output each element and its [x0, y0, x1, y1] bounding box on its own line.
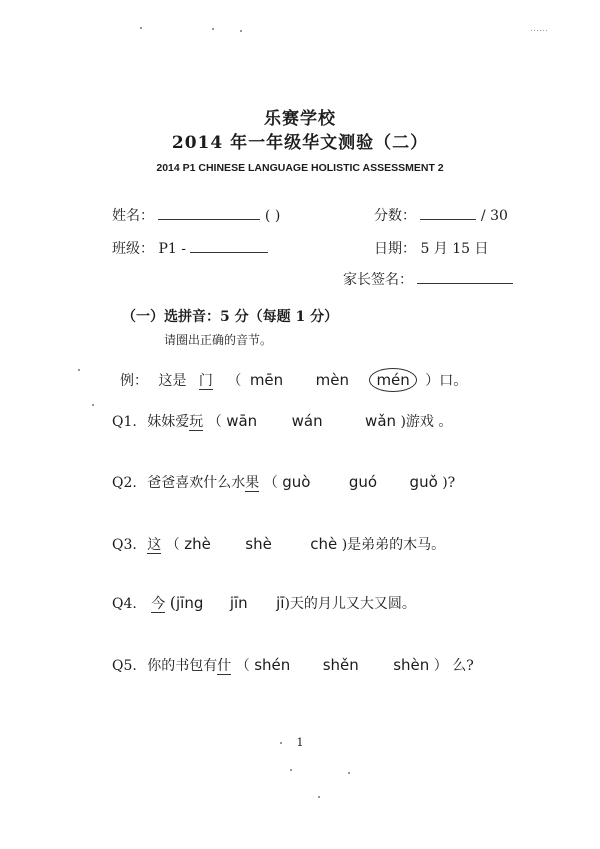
- example-char: 门: [198, 373, 213, 389]
- question-close: )游戏 。: [400, 414, 453, 430]
- parent-signature-label: 家长签名：: [343, 272, 413, 288]
- example-close: ）口。: [425, 373, 468, 389]
- score-label: 分数：: [374, 208, 416, 224]
- pinyin-option[interactable]: jīn: [229, 594, 248, 612]
- question-row: [112, 411, 452, 431]
- example-option-circled: mén: [369, 368, 416, 392]
- question-text: 爸爸喜欢什么水: [147, 475, 246, 491]
- pinyin-option[interactable]: shè: [245, 535, 272, 553]
- question-target-char: 果: [245, 475, 260, 491]
- top-right-mark: ……: [530, 24, 548, 34]
- question-open: (: [169, 593, 176, 612]
- pinyin-option[interactable]: chè: [310, 535, 338, 553]
- scan-speck: [348, 772, 350, 774]
- section-title: （一）选拼音：5 分（每题 1 分）: [122, 309, 339, 325]
- scan-speck: [92, 404, 94, 406]
- pinyin-option[interactable]: shèn: [393, 656, 430, 674]
- date-field: [374, 238, 489, 258]
- class-value: P1 -: [158, 241, 186, 257]
- question-target-char: 玩: [189, 414, 204, 430]
- register-number-paren: ( ): [264, 208, 281, 224]
- scan-speck: [212, 28, 214, 30]
- question-open: （: [207, 414, 222, 430]
- question-label: Q1.: [112, 414, 137, 430]
- example-option: mèn: [315, 371, 349, 389]
- scan-speck: [240, 30, 242, 32]
- example-open: （: [227, 373, 242, 389]
- example-row: [120, 368, 467, 392]
- example-prefix: 例：: [120, 373, 148, 389]
- question-close: )?: [442, 475, 456, 491]
- class-field: [112, 238, 268, 258]
- pinyin-option[interactable]: shěn: [322, 656, 359, 674]
- question-row: [112, 472, 455, 492]
- date-label: 日期：: [374, 241, 416, 257]
- question-open: （: [263, 475, 278, 491]
- question-row: [112, 593, 416, 613]
- question-close: ） 么?: [433, 658, 474, 674]
- class-label: 班级：: [112, 241, 154, 257]
- pinyin-option[interactable]: shén: [254, 656, 291, 674]
- pinyin-option[interactable]: guǒ: [409, 473, 438, 491]
- class-blank[interactable]: [190, 240, 268, 253]
- question-text: 你的书包有: [147, 658, 218, 674]
- question-label: Q5.: [112, 658, 137, 674]
- question-target-char: 什: [217, 658, 232, 674]
- example-text: 这是: [158, 373, 187, 389]
- page-number: 1: [296, 736, 304, 749]
- question-label: Q4.: [112, 596, 137, 612]
- pinyin-option[interactable]: jīng: [176, 594, 204, 612]
- score-field: [374, 205, 508, 225]
- school-name: 乐赛学校: [264, 109, 336, 129]
- pinyin-option[interactable]: wǎn: [365, 412, 397, 430]
- question-open: （: [235, 658, 250, 674]
- parent-signature-blank[interactable]: [417, 271, 513, 284]
- section-instruction: 请圈出正确的音节。: [164, 333, 273, 347]
- score-total: / 30: [480, 208, 508, 224]
- parent-signature-field: [343, 269, 513, 289]
- pinyin-option[interactable]: wān: [226, 412, 258, 430]
- question-label: Q3.: [112, 537, 137, 553]
- scan-speck: [140, 27, 142, 29]
- pinyin-option[interactable]: guó: [348, 473, 378, 491]
- scan-speck: [78, 369, 80, 371]
- name-field: [112, 205, 280, 225]
- question-target-char: 今: [151, 596, 166, 612]
- question-row: [112, 655, 474, 675]
- question-label: Q2.: [112, 475, 137, 491]
- score-blank[interactable]: [420, 207, 476, 220]
- question-row: [112, 534, 445, 554]
- question-target-char: 这: [147, 537, 162, 553]
- name-blank[interactable]: [158, 207, 260, 220]
- pinyin-option[interactable]: jī: [276, 594, 285, 612]
- scan-speck: [290, 769, 292, 771]
- page-subtitle: 2014 P1 CHINESE LANGUAGE HOLISTIC ASSESSMENT 2: [156, 162, 444, 174]
- scan-speck: [318, 796, 320, 798]
- date-value: 5 月 15 日: [420, 241, 489, 257]
- pinyin-option[interactable]: zhè: [184, 535, 211, 553]
- question-close: )是弟弟的木马。: [341, 537, 446, 553]
- page-title: 2014 年一年级华文测验（二）: [171, 133, 429, 153]
- question-open: （: [165, 537, 180, 553]
- name-label: 姓名：: [112, 208, 154, 224]
- example-option: mēn: [249, 371, 284, 389]
- pinyin-option[interactable]: wán: [291, 412, 323, 430]
- pinyin-option[interactable]: guò: [282, 473, 311, 491]
- scan-speck: [280, 742, 282, 744]
- question-close: )天的月儿又大又圆。: [284, 596, 416, 612]
- question-text: 妹妹爱: [147, 414, 190, 430]
